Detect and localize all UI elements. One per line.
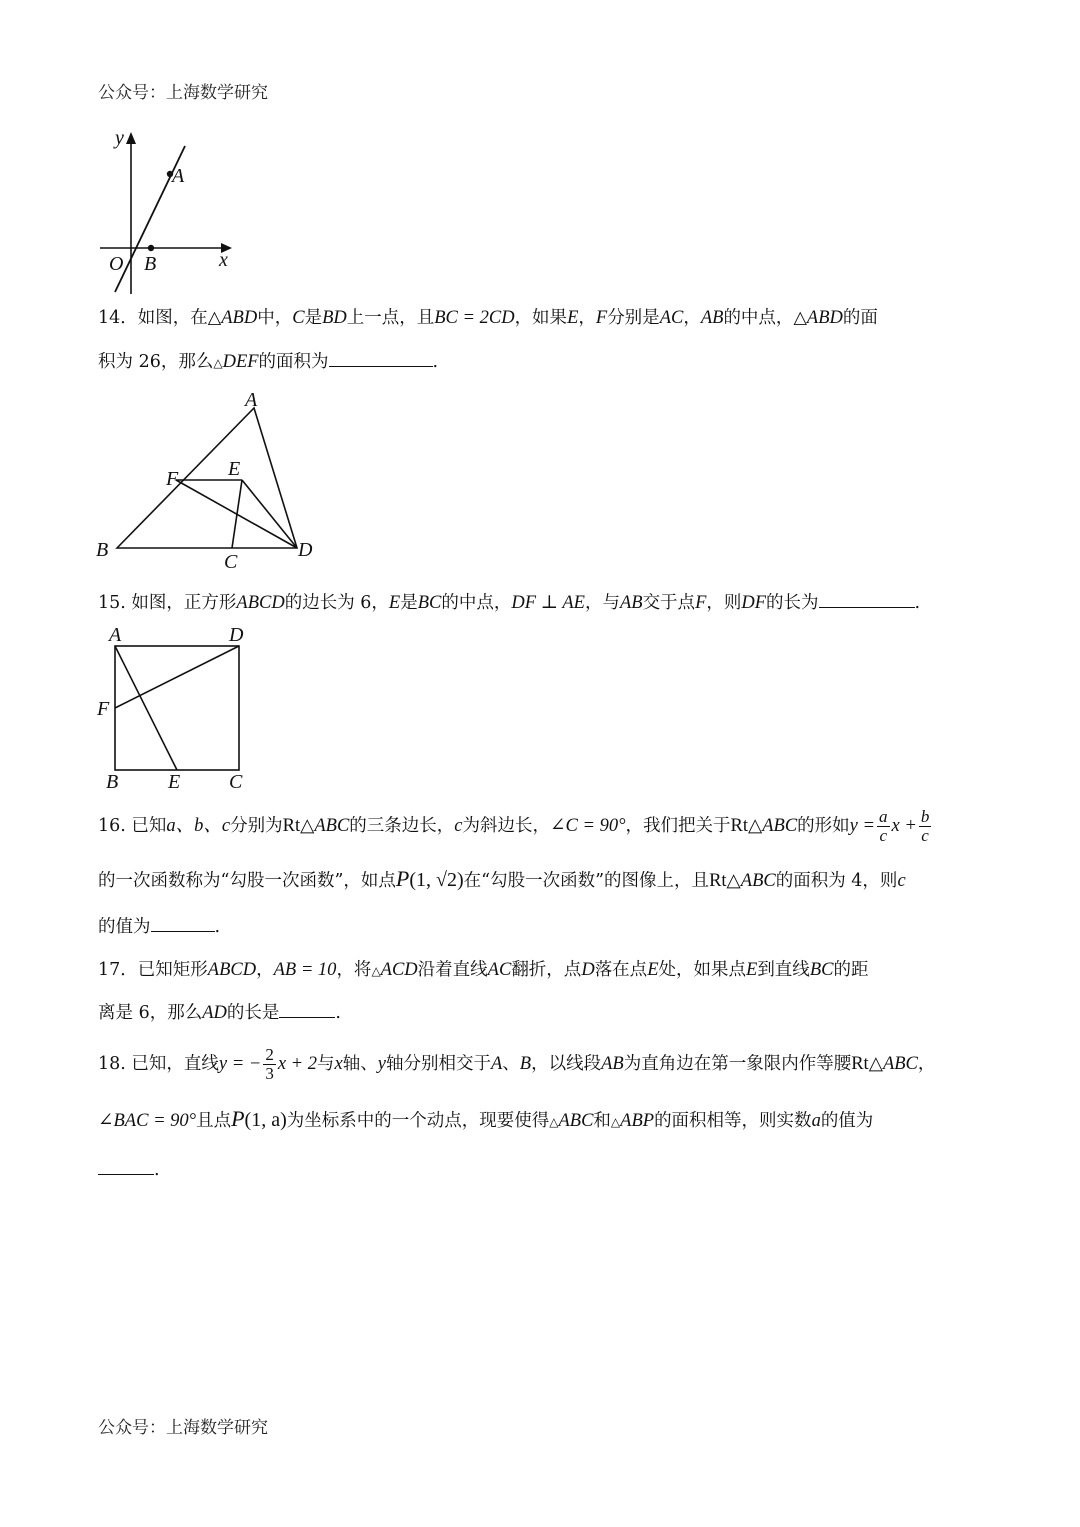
q16-line1: 16. 已知a、b、c分别为Rt△ABC的三条边长，c为斜边长，∠C = 90°，我们把关于Rt△ABC的形如y = $\frac{a}{c}$ x + $\frac{b}{c}$ — [98, 807, 930, 845]
q15-text: 15. 如图，正方形ABCD的边长为 6，E是BC的中点，DF ⊥ AE，与AB交于点F，则DF的长为 . — [98, 593, 921, 613]
label-A: A — [245, 389, 258, 411]
page-footer: 公众号：上海数学研究 — [98, 1418, 268, 1438]
label-y: y — [115, 127, 124, 149]
label-D: D — [229, 624, 244, 646]
q18-answer-blank — [98, 1173, 154, 1175]
label-x: x — [219, 249, 228, 271]
q16-line3: 的值为 . — [98, 917, 221, 937]
q15-answer-blank — [819, 606, 915, 608]
q14-line1: 14．如图，在△ABD中，C是BD上一点，且BC = 2CD，如果E，F分别是AC，AB的中点，△ABD的面 — [98, 308, 878, 328]
q16-line2: 的一次函数称为“勾股一次函数”，如点P(1, √2)在“勾股一次函数”的图像上，且Rt△ABC的面积为 4，则c — [98, 866, 906, 891]
label-B: B — [144, 253, 157, 275]
fraction-a-over-c: $\frac{a}{c}$ — [879, 807, 888, 845]
label-E: E — [168, 771, 181, 793]
label-B: B — [96, 539, 109, 561]
q17-answer-blank — [279, 1016, 335, 1018]
label-A: A — [109, 624, 122, 646]
q18-line1: 18. 已知，直线y = − $\frac{2}{3}$ x + 2与x轴、y轴分别相交于A、B，以线段AB为直角边在第一象限内作等腰Rt△ABC， — [98, 1045, 936, 1083]
page-header: 公众号：上海数学研究 — [98, 83, 268, 103]
q18-line2: ∠BAC = 90°且点P(1, a)为坐标系中的一个动点，现要使得△ABC和△ABP的面积相等，则实数a的值为 — [98, 1106, 874, 1131]
label-O: O — [109, 253, 124, 275]
q17-line1: 17．已知矩形ABCD，AB = 10，将△ACD沿着直线AC翻折，点D落在点E处，如果点E到直线BC的距 — [98, 960, 869, 980]
label-B: B — [106, 771, 119, 793]
q14-answer-blank — [329, 365, 433, 367]
q17-line2: 离是 6，那么AD的长是 . — [98, 1003, 341, 1023]
label-E: E — [228, 458, 241, 480]
label-C: C — [224, 551, 238, 573]
label-F: F — [97, 698, 110, 720]
label-A: A — [172, 165, 185, 187]
q14-line2: 积为 26，那么△DEF的面积为 . — [98, 352, 439, 372]
q16-answer-blank — [151, 930, 215, 932]
q18-line3: . — [98, 1160, 160, 1181]
figure-square-abcd — [95, 622, 255, 794]
fraction-2-over-3: $\frac{2}{3}$ — [265, 1045, 274, 1083]
label-D: D — [298, 539, 313, 561]
figure-coordinate-graph — [95, 122, 245, 300]
fraction-b-over-c: $\frac{b}{c}$ — [920, 807, 930, 845]
figure-triangle-abd — [92, 386, 332, 576]
label-C: C — [229, 771, 243, 793]
label-F: F — [166, 468, 179, 490]
